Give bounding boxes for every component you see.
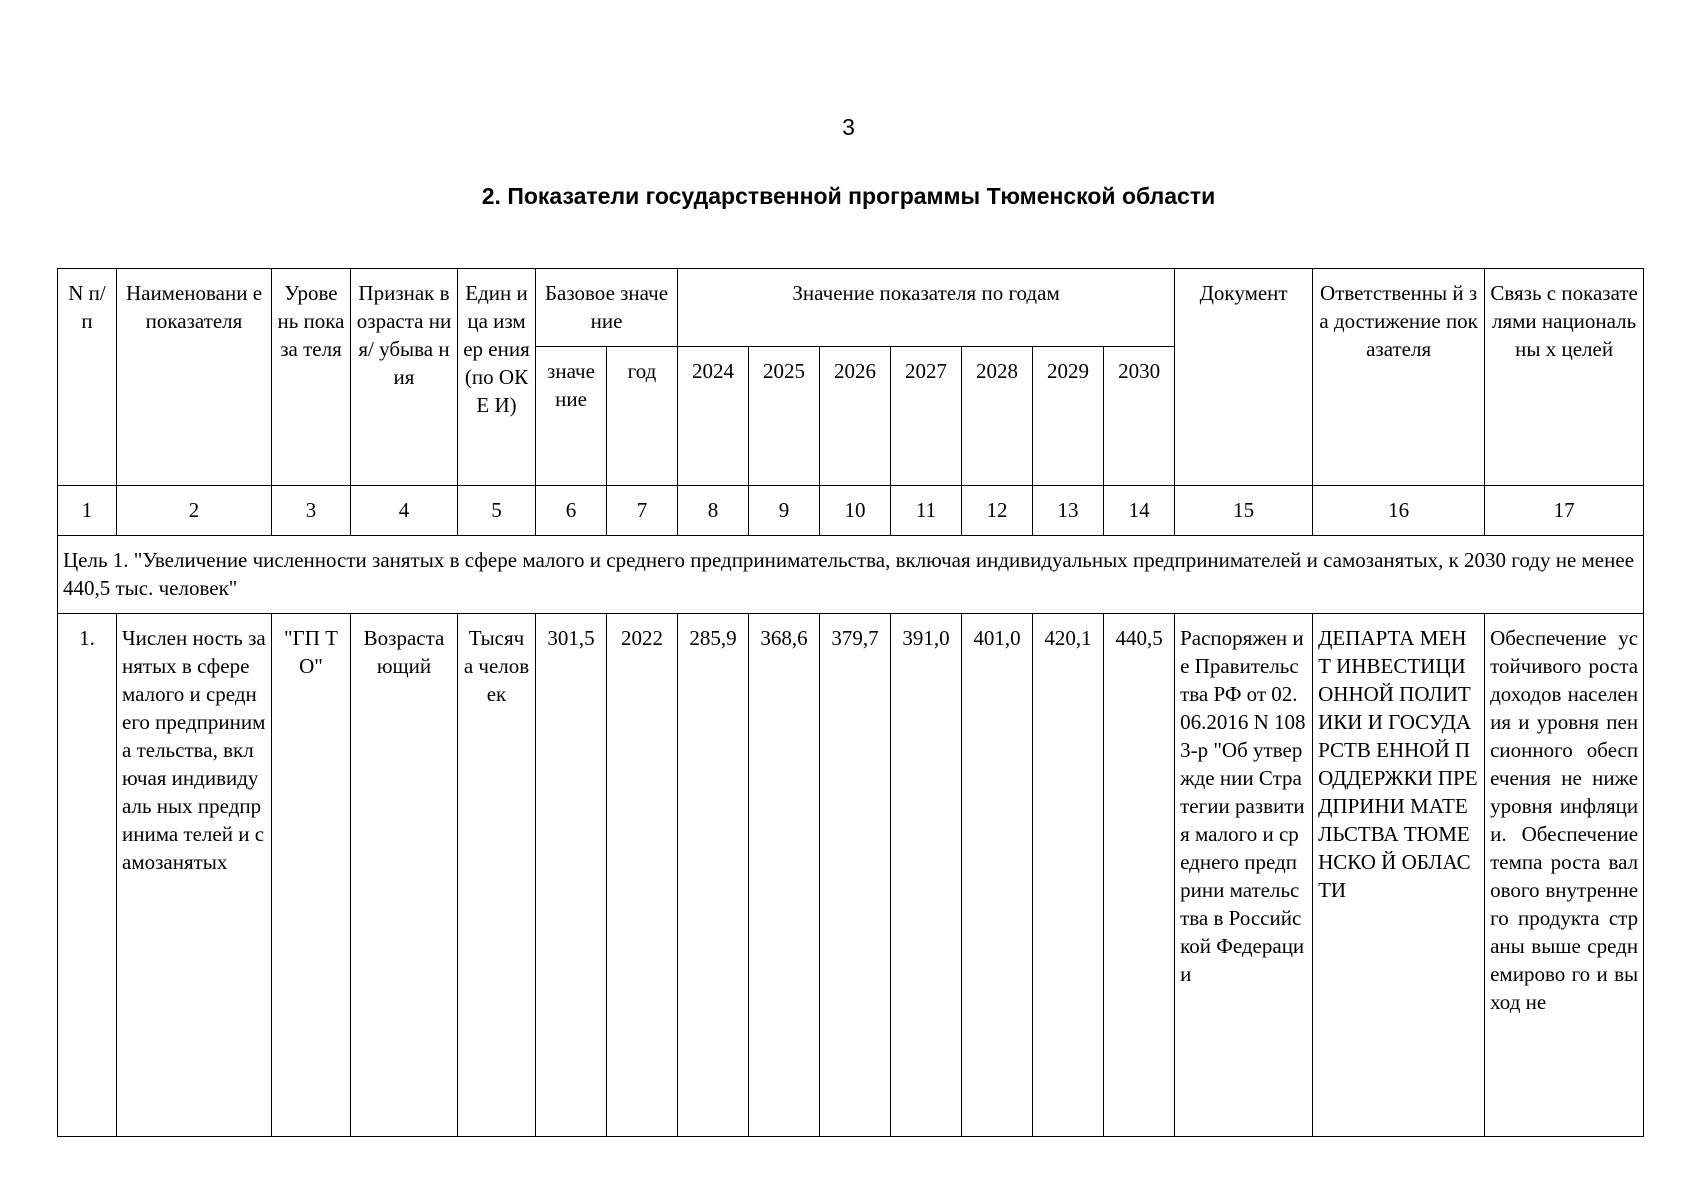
header-row-1 [58, 269, 1644, 347]
header-year-2029: 2029 [1033, 347, 1104, 486]
page-number: 3 [842, 114, 855, 140]
header-year-2028: 2028 [962, 347, 1033, 486]
column-numbers-row [58, 486, 1644, 536]
column-number: 15 [1175, 486, 1313, 536]
header-number: N п/п [58, 269, 117, 486]
indicator-level: "ГП ТО" [272, 614, 351, 1137]
goal-row [58, 536, 1644, 614]
indicators-table [57, 268, 1644, 1137]
header-year-2027: 2027 [891, 347, 962, 486]
column-number: 3 [272, 486, 351, 536]
column-number: 9 [749, 486, 820, 536]
header-trend: Признак возраста ния/ убыва ния [351, 269, 458, 486]
indicator-unit: Тысяч а челов ек [458, 614, 536, 1137]
column-number: 5 [458, 486, 536, 536]
base-year: 2022 [607, 614, 678, 1137]
header-year-2030: 2030 [1104, 347, 1175, 486]
column-number: 1 [58, 486, 117, 536]
header-responsible: Ответственны й за достижение показателя [1313, 269, 1485, 486]
header-year-2026: 2026 [820, 347, 891, 486]
value-2030: 440,5 [1104, 614, 1175, 1137]
column-number: 12 [962, 486, 1033, 536]
column-number: 10 [820, 486, 891, 536]
header-indicator-level: Урове нь показа теля [272, 269, 351, 486]
header-years-group: Значение показателя по годам [678, 269, 1175, 347]
value-2028: 401,0 [962, 614, 1033, 1137]
header-year-2024: 2024 [678, 347, 749, 486]
column-number: 2 [117, 486, 272, 536]
header-document: Документ [1175, 269, 1313, 486]
indicator-name: Числен ность занятых в сфере малого и среднего предпринима тельства, включая индивидуаль ных предпринима телей и самозанятых [117, 614, 272, 1137]
header-base-value-group: Базовое значение [536, 269, 678, 347]
value-2024: 285,9 [678, 614, 749, 1137]
document-title: 2. Показатели государственной программы Тюменской области [481, 183, 1216, 209]
goal-text: Цель 1. "Увеличение численности занятых в сфере малого и среднего предпринимательства, включая индивидуальных предпринимателей и самозанятых, к 2030 году не менее 440,5 тыс. человек" [58, 536, 1644, 614]
responsible-department: ДЕПАРТА МЕНТ ИНВЕСТИЦИ ОННОЙ ПОЛИТИКИ И ГОСУДАРСТВ ЕННОЙ ПОДДЕРЖКИ ПРЕДПРИНИ МАТЕЛЬСТВА ТЮМЕНСКО Й ОБЛАСТИ [1313, 614, 1485, 1137]
header-base-value: значе ние [536, 347, 607, 486]
national-goals-link: Обеспечение устойчивого роста доходов населения и уровня пенсионного обеспечения не ниже уровня инфляции. Обеспечение темпа роста валового внутреннего продукта страны выше среднемирово го и выход не [1485, 614, 1644, 1137]
value-2027: 391,0 [891, 614, 962, 1137]
column-number: 11 [891, 486, 962, 536]
header-national-goals-link: Связь с показателями национальны х целей [1485, 269, 1644, 486]
value-2026: 379,7 [820, 614, 891, 1137]
value-2025: 368,6 [749, 614, 820, 1137]
base-value: 301,5 [536, 614, 607, 1137]
header-unit: Един ица измер ения (по ОКЕ И) [458, 269, 536, 486]
column-number: 6 [536, 486, 607, 536]
column-number: 7 [607, 486, 678, 536]
column-number: 8 [678, 486, 749, 536]
column-number: 17 [1485, 486, 1644, 536]
column-number: 14 [1104, 486, 1175, 536]
row-number: 1. [58, 614, 117, 1137]
header-year-2025: 2025 [749, 347, 820, 486]
column-number: 13 [1033, 486, 1104, 536]
indicator-trend: Возраста ющий [351, 614, 458, 1137]
header-indicator-name: Наименовани е показателя [117, 269, 272, 486]
column-number: 4 [351, 486, 458, 536]
column-number: 16 [1313, 486, 1485, 536]
header-base-year: год [607, 347, 678, 486]
document-reference: Распоряжен ие Правительс тва РФ от 02.06.2016 N 1083-р "Об утвержде нии Стратегии развития малого и среднего предприни мательства в Российской Федерации [1175, 614, 1313, 1137]
value-2029: 420,1 [1033, 614, 1104, 1137]
table-row [58, 614, 1644, 1137]
